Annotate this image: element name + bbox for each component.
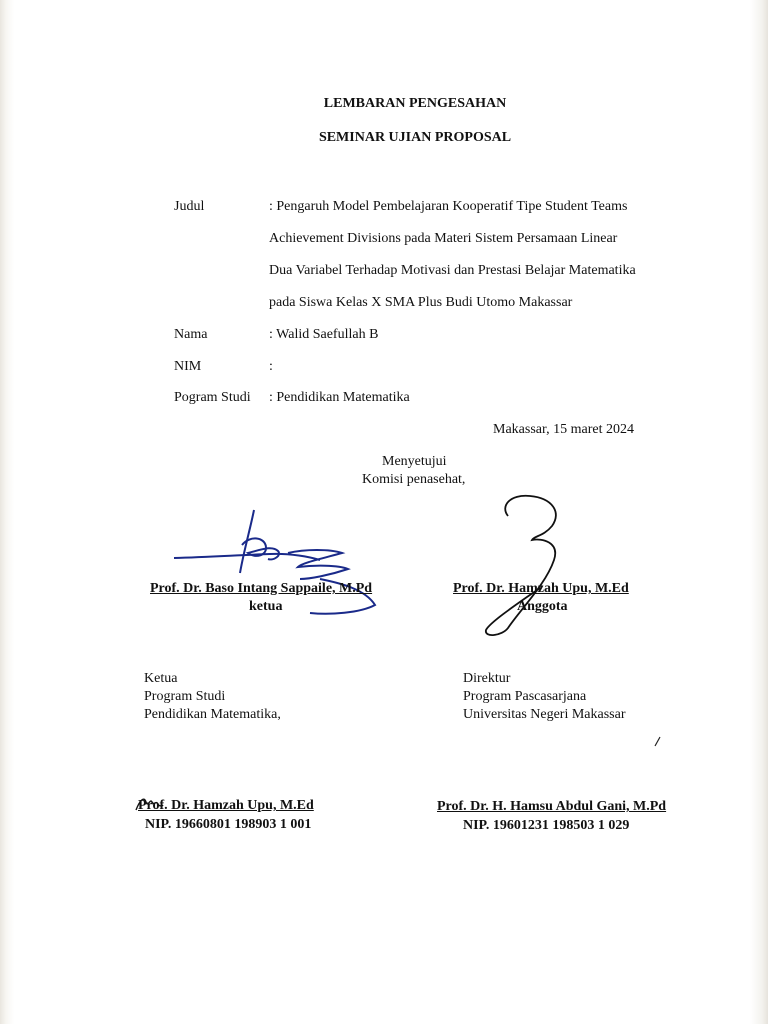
judul-line-3: Dua Variabel Terhadap Motivasi dan Prestasi Belajar Matematika [269,263,636,278]
nama-value: : Walid Saefullah B [269,327,379,342]
signature-advisor-2 [480,490,590,640]
sign-left-name: Prof. Dr. Hamzah Upu, M.Ed [138,798,314,813]
right-block-line-1: Direktur [463,671,511,686]
judul-label: Judul [174,199,205,214]
judul-line-2: Achievement Divisions pada Materi Sistem Persamaan Linear [269,231,618,246]
nim-label: NIM [174,359,202,374]
nim-value: : [269,359,273,374]
doc-title: LEMBARAN PENGESAHAN [323,96,507,111]
committee-label: Komisi penasehat, [362,472,466,487]
judul-line-1: : Pengaruh Model Pembelajaran Kooperatif Tipe Student Teams [269,199,628,214]
prodi-value: : Pendidikan Matematika [269,390,410,405]
place-date: Makassar, 15 maret 2024 [493,422,634,437]
sign-right-name: Prof. Dr. H. Hamsu Abdul Gani, M.Pd [437,799,667,814]
right-block-line-2: Program Pascasarjana [463,689,587,704]
advisor-1-name: Prof. Dr. Baso Intang Sappaile, M.Pd [150,581,373,596]
sign-right-nip: NIP. 19601231 198503 1 029 [463,818,630,833]
prodi-label: Pogram Studi [174,390,251,405]
judul-line-4: pada Siswa Kelas X SMA Plus Budi Utomo Makassar [269,295,573,310]
right-block-line-3: Universitas Negeri Makassar [463,707,626,722]
left-block-line-2: Program Studi [144,689,226,704]
sign-left-nip: NIP. 19660801 198903 1 001 [145,817,312,832]
approve-label: Menyetujui [382,454,447,469]
nama-label: Nama [174,327,208,342]
doc-subtitle: SEMINAR UJIAN PROPOSAL [318,130,512,145]
advisor-2-name: Prof. Dr. Hamzah Upu, M.Ed [453,581,629,596]
left-block-line-3: Pendidikan Matematika, [144,707,281,722]
pen-mark [652,736,662,748]
advisor-2-role: Anggota [517,599,568,614]
left-block-line-1: Ketua [144,671,178,686]
advisor-1-role: ketua [249,599,283,614]
